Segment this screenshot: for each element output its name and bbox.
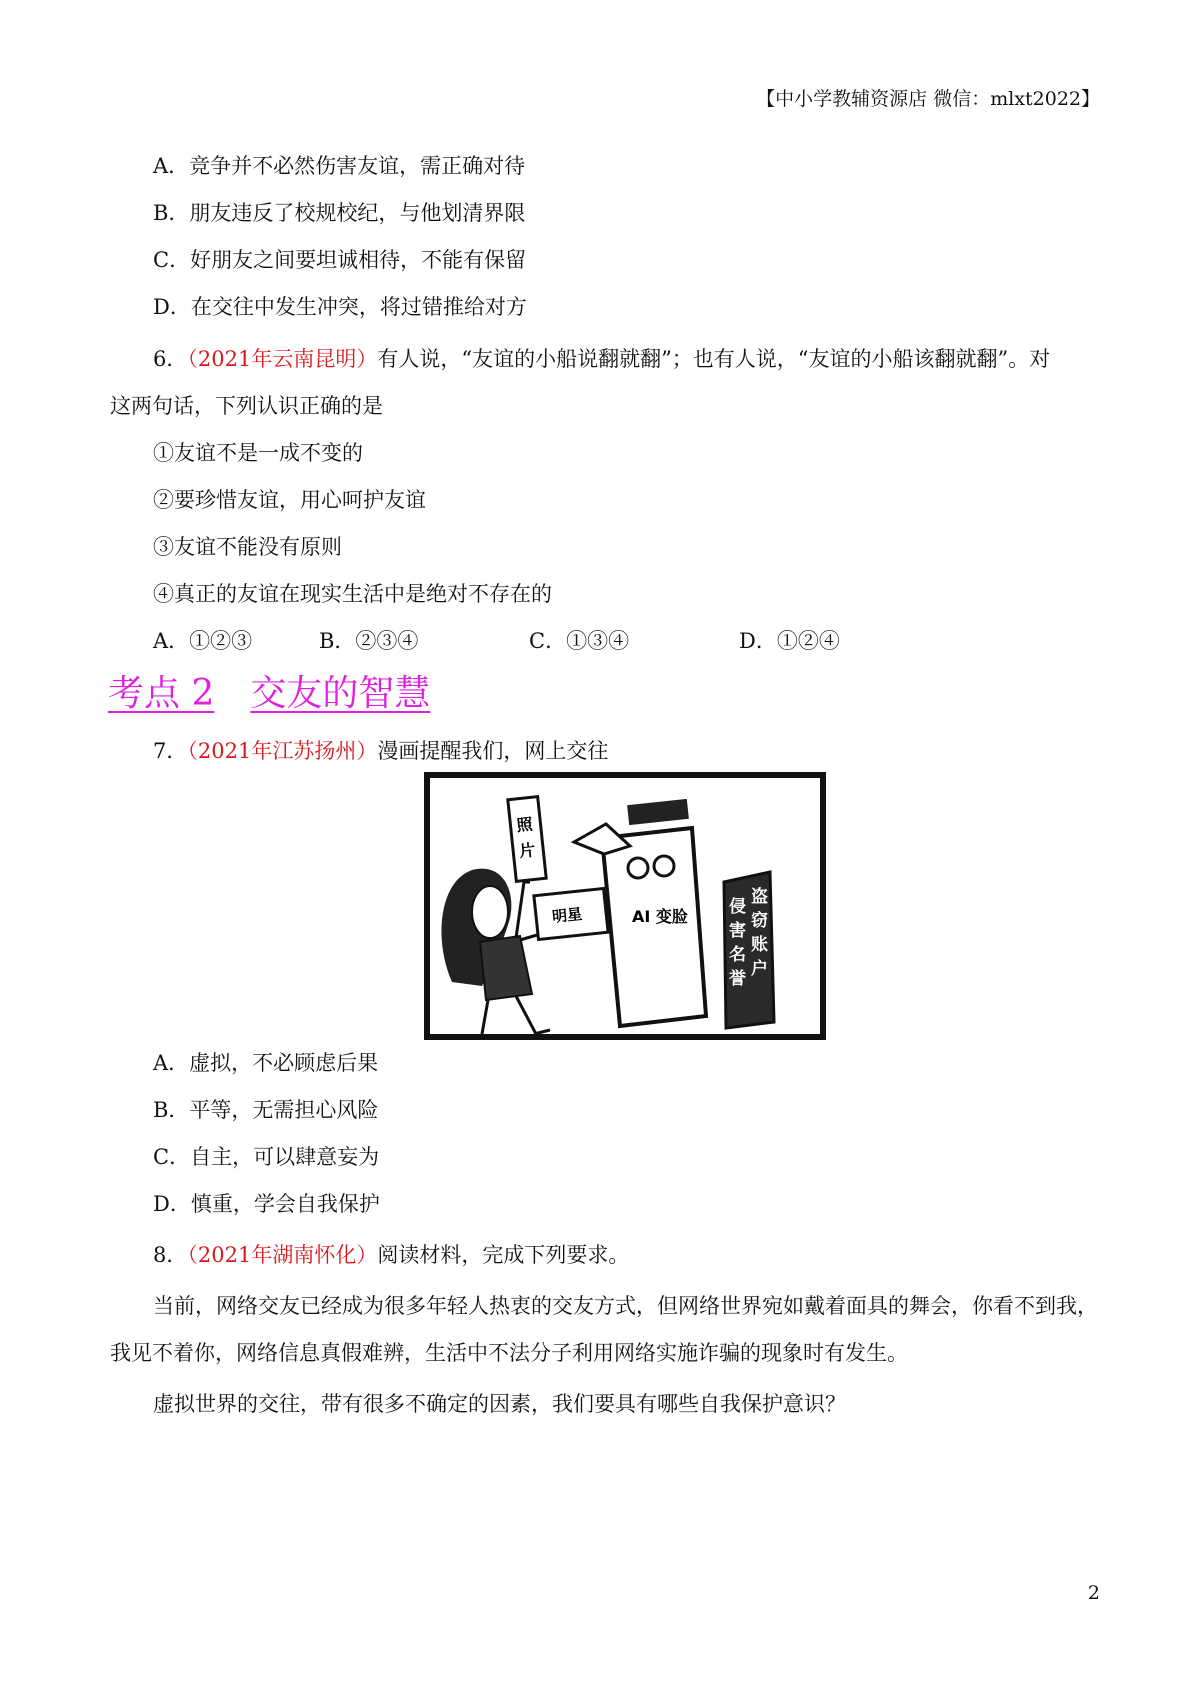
- warning-char: 户: [751, 959, 768, 979]
- header-note: 【中小学教辅资源店 微信：mlxt2022】: [756, 88, 1100, 110]
- section-label: 考点 2: [108, 673, 215, 714]
- girl-face: [472, 886, 508, 938]
- q6-statement-4: ④真正的友谊在现实生活中是绝对不存在的: [153, 582, 552, 606]
- warning-char: 账: [751, 935, 768, 955]
- photo-sign-char-2: 片: [518, 840, 537, 861]
- q7-number: 7．: [153, 739, 188, 763]
- q6-statement-3: ③友谊不能没有原则: [153, 535, 342, 559]
- q5-option-c: C．好朋友之间要坦诚相待，不能有保留: [153, 248, 527, 272]
- ai-sign-text: AI 变脸: [632, 907, 688, 926]
- photo-sign-char-1: 照: [515, 814, 534, 835]
- q7-option-b: B．平等，无需担心风险: [153, 1098, 379, 1122]
- q6-option-c: C．①③④: [529, 629, 630, 653]
- q7-option-d: D．慎重，学会自我保护: [153, 1192, 380, 1216]
- q5-option-a: A．竞争并不必然伤害友谊，需正确对待: [153, 154, 526, 178]
- warning-char: 侵: [729, 897, 746, 917]
- q8-stem-text: 阅读材料，完成下列要求。: [377, 1243, 630, 1267]
- q6-stem-line1: [153, 344, 1050, 374]
- q7-option-a: A．虚拟，不必顾虑后果: [153, 1051, 379, 1075]
- q8-material-line1: 当前，网络交友已经成为很多年轻人热衷的交友方式，但网络世界宛如戴着面具的舞会，你看不到我，: [153, 1294, 1098, 1318]
- q8-question: 虚拟世界的交往，带有很多不确定的因素，我们要具有哪些自我保护意识？: [153, 1392, 846, 1416]
- q8-stem: [153, 1240, 629, 1270]
- q6-stem-line2: 这两句话，下列认识正确的是: [110, 394, 383, 418]
- q5-option-d: D．在交往中发生冲突，将过错推给对方: [153, 295, 527, 319]
- photo-sign: [508, 797, 546, 882]
- q7-stem: [153, 736, 608, 766]
- q6-source: （2021年云南昆明）: [187, 347, 378, 371]
- q6-options-row: [153, 626, 840, 656]
- q8-number: 8．: [153, 1243, 188, 1267]
- q6-statement-1: ①友谊不是一成不变的: [153, 441, 363, 465]
- warning-char: 窃: [751, 911, 768, 931]
- page-number: 2: [1087, 1582, 1100, 1604]
- warning-char: 誉: [729, 969, 746, 989]
- q6-option-d: D．①②④: [739, 629, 840, 653]
- warning-char: 害: [729, 921, 746, 941]
- warning-char: 盗: [751, 887, 768, 907]
- warning-char: 名: [729, 945, 746, 965]
- q6-option-b: B．②③④: [319, 629, 419, 653]
- q6-statement-2: ②要珍惜友谊，用心呵护友谊: [153, 488, 426, 512]
- q7-option-c: C．自主，可以肆意妄为: [153, 1145, 380, 1169]
- q7-source: （2021年江苏扬州）: [187, 739, 378, 763]
- section-heading: [108, 672, 430, 716]
- q5-option-b: B．朋友违反了校规校纪，与他划清界限: [153, 201, 526, 225]
- cartoon-illustration: [424, 772, 826, 1042]
- q6-number: 6．: [153, 347, 188, 371]
- star-sign-text: 明星: [551, 904, 584, 926]
- q6-option-a: A．①②③: [153, 629, 253, 653]
- ai-machine: [602, 828, 706, 1026]
- q7-stem-text: 漫画提醒我们，网上交往: [377, 739, 609, 763]
- q8-source: （2021年湖南怀化）: [187, 1243, 378, 1267]
- section-title: 交友的智慧: [250, 673, 431, 714]
- q8-material-line2: 我见不着你，网络信息真假难辨，生活中不法分子利用网络实施诈骗的现象时有发生。: [110, 1341, 908, 1365]
- q6-stem: 有人说，“友谊的小船说翻就翻”；也有人说，“友谊的小船该翻就翻”。对: [377, 347, 1051, 371]
